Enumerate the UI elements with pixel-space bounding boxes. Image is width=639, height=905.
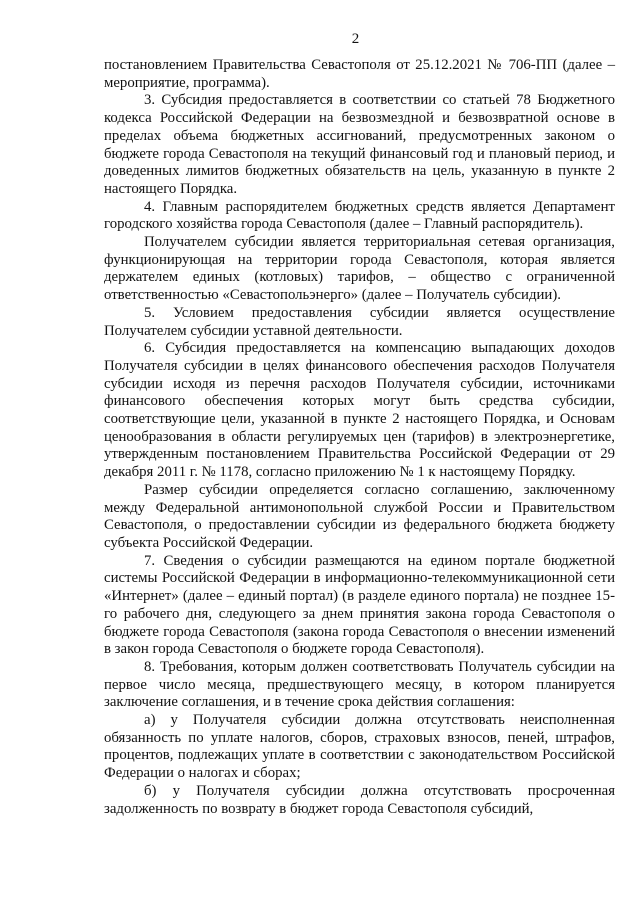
paragraph-item-3: 3. Субсидия предоставляется в соответствии со статьей 78 Бюджетного кодекса Российской Федерации на безвозмездной и безвозвратной основе в пределах объема бюджетных ассигнований, предусмотренных законом о бюджете города Севастополя на текущий финансовый год и плановый период, и доведенных лимитов бюджетных обязательств на цель, указанную в пункте 2 настоящего Порядка. (104, 92, 615, 197)
paragraph-subsidy-size: Размер субсидии определяется согласно соглашению, заключенному между Федеральной антимонопольной службой России и Правительством Севастополя, о предоставлении субсидии из федерального бюджета бюджету субъекта Российской Федерации. (104, 481, 615, 551)
paragraph-subitem-a: а) у Получателя субсидии должна отсутствовать неисполненная обязанность по уплате налогов, сборов, страховых взносов, пеней, штрафов, процентов, подлежащих уплате в соответствии с законодательством Российской Федерации о налогах и сборах; (104, 712, 615, 782)
page-number: 2 (351, 31, 360, 47)
paragraph-item-6: 6. Субсидия предоставляется на компенсацию выпадающих доходов Получателя субсидии в целях финансового обеспечения расходов Получателя субсидии исходя из перечня расходов Получателя субсидии, источниками финансового обеспечения которых могут быть средства субсидии, соответствующие цели, указанной в пункте 2 настоящего Порядка, и Основам ценообразования в области регулируемых цен (тарифов) в электроэнергетике, утвержденным постановлением Правительства Российской Федерации от 29 декабря 2011 г. № 1178, согласно приложению № 1 к настоящему Порядку. (104, 340, 615, 481)
paragraph-item-7: 7. Сведения о субсидии размещаются на едином портале бюджетной системы Российской Федерации в информационно-телекоммуникационной сети «Интернет» (далее – единый портал) (в разделе единого портала) не позднее 15-го рабочего дня, следующего за днем принятия закона города Севастополя о бюджете города Севастополя (закона города Севастополя о внесении изменений в закон города Севастополя о бюджете города Севастополя). (104, 552, 615, 658)
paragraph-item-5: 5. Условием предоставления субсидии является осуществление Получателем субсидии уставной деятельности. (104, 304, 615, 339)
paragraph-item-8: 8. Требования, которым должен соответствовать Получатель субсидии на первое число месяца, предшествующего месяцу, в котором планируется заключение соглашения, и в течение срока действия соглашения: (104, 658, 615, 711)
paragraph-item-4: 4. Главным распорядителем бюджетных средств является Департамент городского хозяйства города Севастополя (далее – Главный распорядитель). (104, 198, 615, 233)
paragraph-subitem-b: б) у Получателя субсидии должна отсутствовать просроченная задолженность по возврату в бюджет города Севастополя субсидий, (104, 782, 615, 817)
paragraph-recipient: Получателем субсидии является территориальная сетевая организация, функционирующая на территории города Севастополя, которая является держателем единых (котловых) тарифов, – общество с ограниченной ответственностью «Севастопольэнерго» (далее – Получатель субсидии). (104, 234, 615, 304)
paragraph-continuation: постановлением Правительства Севастополя от 25.12.2021 № 706-ПП (далее – мероприятие, программа). (104, 57, 615, 91)
